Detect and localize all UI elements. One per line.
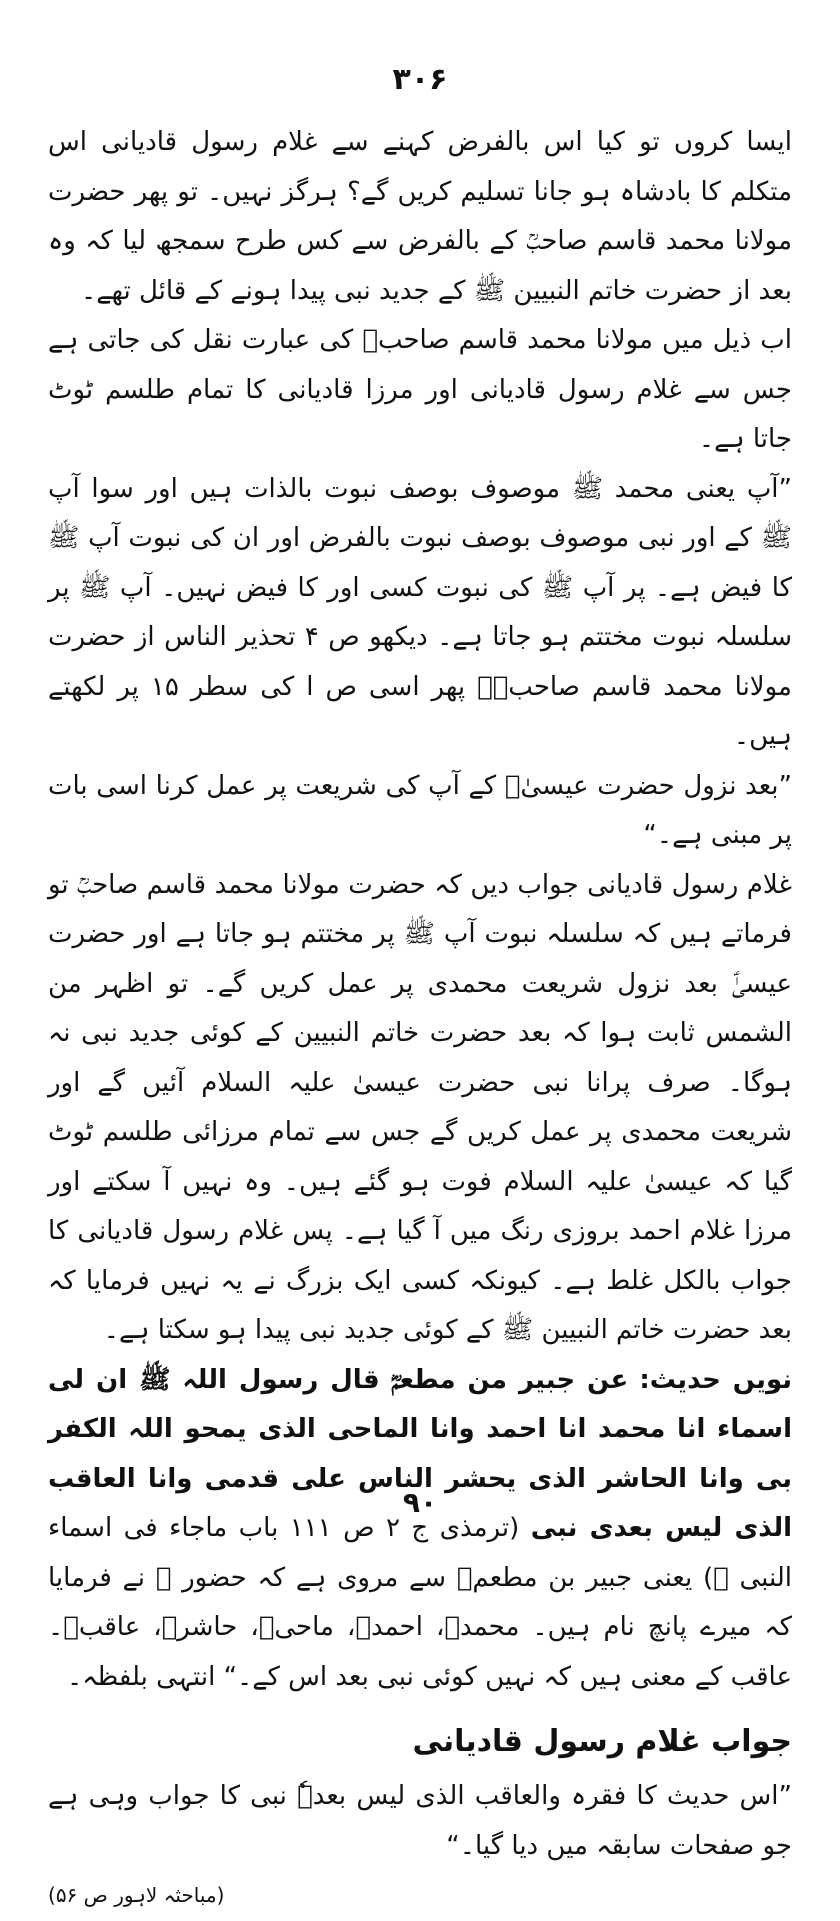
hadith-block <box>48 1356 792 1703</box>
answer-quote: ”اس حدیث کا فقرہ والعاقب الذی لیس بعدہٗ نبی کا جواب وہی ہے جو صفحات سابقہ میں دیا گیا۔“ <box>48 1781 792 1861</box>
hadith-label: نویں حدیث: <box>639 1364 793 1395</box>
hadith-arabic-text: عن جبیر من مطعمؓ قال رسول اللہ ﷺ ان لی اسماء انا محمد انا احمد وانا الماحی الذی یمحو اللہ الکفر بی وانا الحاشر الذی یحشر الناس علی قدمی وانا العاقب الذی لیس بعدی نبی <box>48 1364 792 1543</box>
reference-citation: (مباحثہ لاہور ص ۵۶) <box>48 1883 225 1907</box>
paragraph-response: غلام رسول قادیانی جواب دیں کہ حضرت مولانا محمد قاسم صاحبؒ تو فرماتے ہیں کہ سلسلہ نبوت آپ ﷺ پر مختتم ہو جاتا ہے اور حضرت عیسیٰؑ بعد نزول شریعت محمدی پر عمل کریں گے۔ تو اظہر من الشمس ثابت ہوا کہ بعد حضرت خاتم النبیین کے کوئی جدید نبی نہ ہوگا۔ صرف پرانا نبی حضرت عیسیٰ علیہ السلام آئیں گے اور شریعت محمدی پر عمل کریں گے جس سے تمام مرزائی طلسم ٹوٹ گیا کہ عیسیٰ علیہ السلام فوت ہو گئے ہیں۔ وہ نہیں آ سکتے اور مرزا غلام احمد بروزی رنگ میں آ گیا ہے۔ پس غلام رسول قادیانی کا جواب بالکل غلط ہے۔ کیونکہ کسی ایک بزرگ نے یہ نہیں فرمایا کہ بعد حضرت خاتم النبیین ﷺ کے کوئی جدید نبی پیدا ہو سکتا ہے۔ <box>48 869 792 1345</box>
quote-tahzeer: ”آپ یعنی محمد ﷺ موصوف بوصف نبوت بالذات ہیں اور سوا آپ ﷺ کے اور نبی موصوف بوصف نبوت بالفرض اور ان کی نبوت آپ ﷺ کا فیض ہے۔ پر آپ ﷺ کی نبوت کسی اور کا فیض نہیں۔ آپ ﷺ پر سلسلہ نبوت مختتم ہو جاتا ہے۔ دیکھو ص ۴ تحذیر الناس از حضرت مولانا محمد قاسم صاحبؒ۔ پھر اسی ص ا کی سطر ۱۵ پر لکھتے ہیں۔ <box>48 473 792 751</box>
quote-nuzool: ”بعد نزول حضرت عیسیٰؑ کے آپ کی شریعت پر عمل کرنا اسی بات پر مبنی ہے۔“ <box>48 770 792 850</box>
hadith-citation: (ترمذی ج ۲ ص ۱۱۱ باب ماجاء فی اسماء النبی ﷺ) <box>48 1513 792 1593</box>
page-header-number: ۳۰۶ <box>392 62 448 97</box>
page-footer-number: ۹۰ <box>402 1486 438 1519</box>
hadith-translation: یعنی جبیر بن مطعمؓ سے مروی ہے کہ حضور ﷺ نے فرمایا کہ میرے پانچ نام ہیں۔ محمدؐ، احمدؐ، ماحیؐ، حاشرؐ، عاقبؐ۔ عاقب کے معنی ہیں کہ نہیں کوئی نبی بعد اس کے۔“ انتہی بلفظہ۔ <box>48 1562 792 1692</box>
page-body <box>48 118 792 1921</box>
section-heading: جواب غلام رسول قادیانی <box>412 1724 792 1759</box>
paragraph-2: اب ذیل میں مولانا محمد قاسم صاحبؒ کی عبارت نقل کی جاتی ہے جس سے غلام رسول قادیانی اور مرزا قادیانی کا تمام طلسم ٹوٹ جاتا ہے۔ <box>48 325 792 454</box>
reference-row <box>48 1871 792 1921</box>
paragraph-1: ایسا کروں تو کیا اس بالفرض کہنے سے غلام رسول قادیانی اس متکلم کا بادشاہ ہو جانا تسلیم کریں گے؟ ہرگز نہیں۔ تو پھر حضرت مولانا محمد قاسم صاحبؒ کے بالفرض سے کس طرح سمجھ لیا کہ وہ بعد از حضرت خاتم النبیین ﷺ کے جدید نبی پیدا ہونے کے قائل تھے۔ <box>48 127 792 306</box>
